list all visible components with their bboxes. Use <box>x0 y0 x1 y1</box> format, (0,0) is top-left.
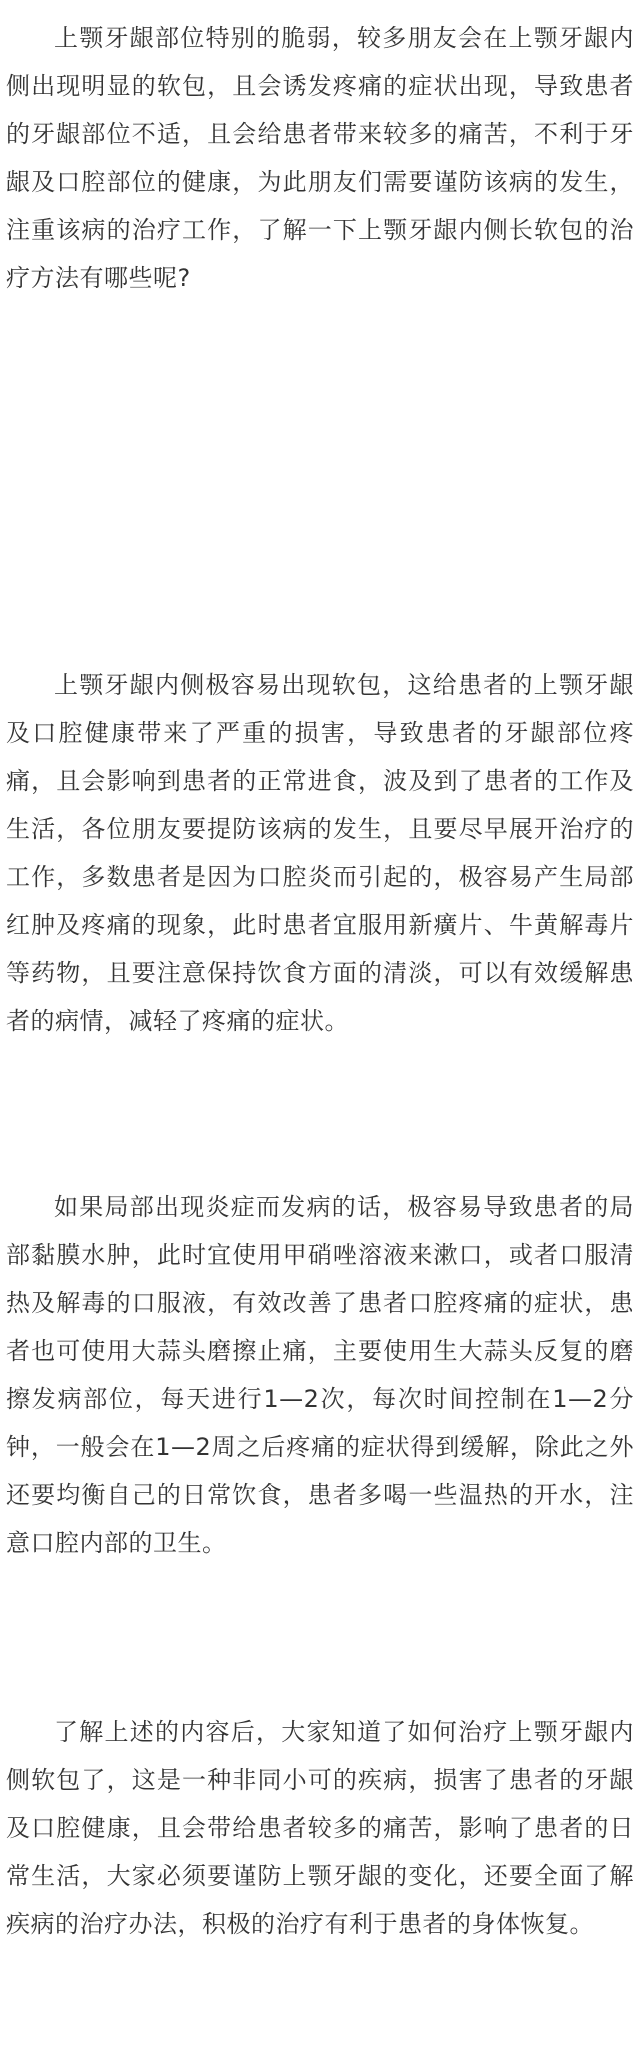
article-paragraph-causes: 上颚牙龈内侧极容易出现软包，这给患者的上颚牙龈及口腔健康带来了严重的损害，导致患者的牙龈部位疼痛，且会影响到患者的正常进食，波及到了患者的工作及生活，各位朋友要提防该病的发生，且要尽早展开治疗的工作，多数患者是因为口腔炎而引起的，极容易产生局部红肿及疼痛的现象，此时患者宜服用新癀片、牛黄解毒片等药物，且要注意保持饮食方面的清淡，可以有效缓解患者的病情，减轻了疼痛的症状。 <box>6 671 634 1035</box>
article-paragraph-treatment: 如果局部出现炎症而发病的话，极容易导致患者的局部黏膜水肿，此时宜使用甲硝唑溶液来漱口，或者口服清热及解毒的口服液，有效改善了患者口腔疼痛的症状，患者也可使用大蒜头磨擦止痛，主要使用生大蒜头反复的磨擦发病部位，每天进行1—2次，每次时间控制在1—2分钟，一般会在1—2周之后疼痛的症状得到缓解，除此之外还要均衡自己的日常饮食，患者多喝一些温热的开水，注意口腔内部的卫生。 <box>6 1193 634 1557</box>
article-paragraph-intro: 上颚牙龈部位特别的脆弱，较多朋友会在上颚牙龈内侧出现明显的软包，且会诱发疼痛的症状出现，导致患者的牙龈部位不适，且会给患者带来较多的痛苦，不利于牙龈及口腔部位的健康，为此朋友们需要谨防该病的发生，注重该病的治疗工作，了解一下上颚牙龈内侧长软包的治疗方法有哪些呢? <box>6 24 634 292</box>
article-paragraph-conclusion: 了解上述的内容后，大家知道了如何治疗上颚牙龈内侧软包了，这是一种非同小可的疾病，损害了患者的牙龈及口腔健康，且会带给患者较多的痛苦，影响了患者的日常生活，大家必须要谨防上颚牙龈的变化，还要全面了解疾病的治疗办法，积极的治疗有利于患者的身体恢复。 <box>6 1718 634 1938</box>
image-placeholder-blank <box>0 345 640 645</box>
